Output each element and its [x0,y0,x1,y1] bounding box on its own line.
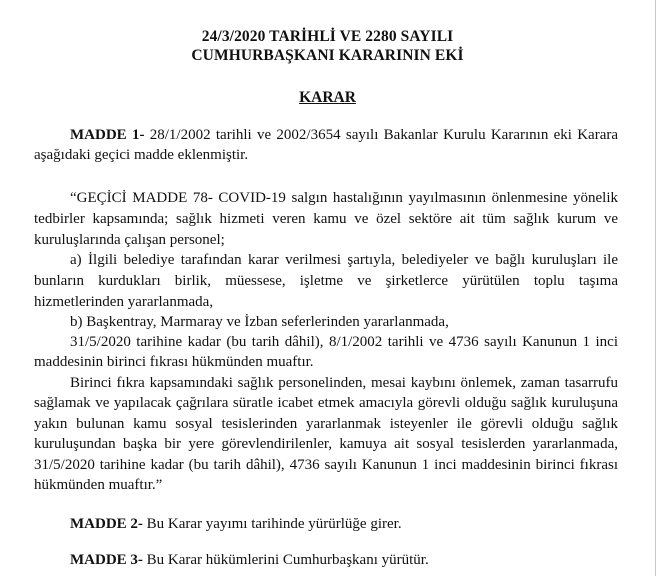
madde2-text: Bu Karar yayımı tarihinde yürürlüğe girer. [146,516,402,532]
madde1-text-line2: aşağıdaki geçici madde eklenmiştir. [34,147,249,163]
madde1-line1 [70,126,618,144]
madde1-text-line1: 28/1/2002 tarihli ve 2002/3654 sayılı Bakanlar Kurulu Kararının eki Karara [149,127,619,143]
gecici-d-line2: sağlamak ve yapılacak çağrılara süratle icabet etmek amacıyla görevli olduğu sağlık kuruluşuna [34,395,618,411]
gecici-d-line1: Birinci fıkra kapsamındaki sağlık personelinden, mesai kaybını önlemek, zaman tasarrufu [70,375,618,391]
madde3-text: Bu Karar hükümlerini Cumhurbaşkanı yürütür. [146,552,429,568]
madde3-label: MADDE 3- [70,552,143,568]
document-title-line1: 24/3/2020 TARİHLİ VE 2280 SAYILI [201,28,454,45]
gecici-a-line2: bunların kurdukları birlik, müessese, işletme ve şirketlerce yürütülen toplu taşıma [34,273,618,289]
gecici-a-line1: a) İlgili belediye tarafından karar verilmesi şartıyla, belediyeler ve bağlı kuruluşları ile [70,252,618,268]
madde3-line [70,551,429,569]
gecici-d-line3: yakın bulunan kamu sosyal tesislerinden yararlanmak isteyenler ile görevli olduğu sağlık [34,416,618,432]
gecici-d-line4: kuruluşundan başka bir yere görevlendirilenler, kamuya ait sosyal tesislerden yararlanmada, [34,436,618,452]
madde2-line [70,515,402,533]
gecici-d-line5: 31/5/2020 tarihine kadar (bu tarih dâhil), 4736 sayılı Kanunun 1 inci maddesinin birinci fıkrası [34,457,618,473]
gecici-a-line3: hizmetlerinden yararlanmada, [34,294,214,310]
gecici-c-line1: 31/5/2020 tarihine kadar (bu tarih dâhil), 8/1/2002 tarihli ve 4736 sayılı Kanunun 1 inci [70,334,618,350]
gecici-p1-line1: “GEÇİCİ MADDE 78- COVID-19 salgın hastalığının yayılmasının önlenmesine yönelik [70,190,618,206]
gecici-p1-line2: tedbirler kapsamında; sağlık hizmeti veren kamu ve özel sektöre ait tüm sağlık kurum ve [34,211,618,227]
gecici-c-line2: maddesinin birinci fıkrası hükmünden muaftır. [34,354,314,370]
madde2-label: MADDE 2- [70,516,143,532]
gecici-b-line1: b) Başkentray, Marmaray ve İzban seferlerinden yararlanmada, [70,314,449,330]
section-heading: KARAR [299,89,356,106]
madde1-label: MADDE 1- [70,127,145,143]
document-title-line2: CUMHURBAŞKANI KARARININ EKİ [191,47,464,64]
gecici-d-line6: hükmünden muaftır.” [34,477,163,493]
gecici-p1-line3: kuruluşlarında çalışan personel; [34,232,225,248]
